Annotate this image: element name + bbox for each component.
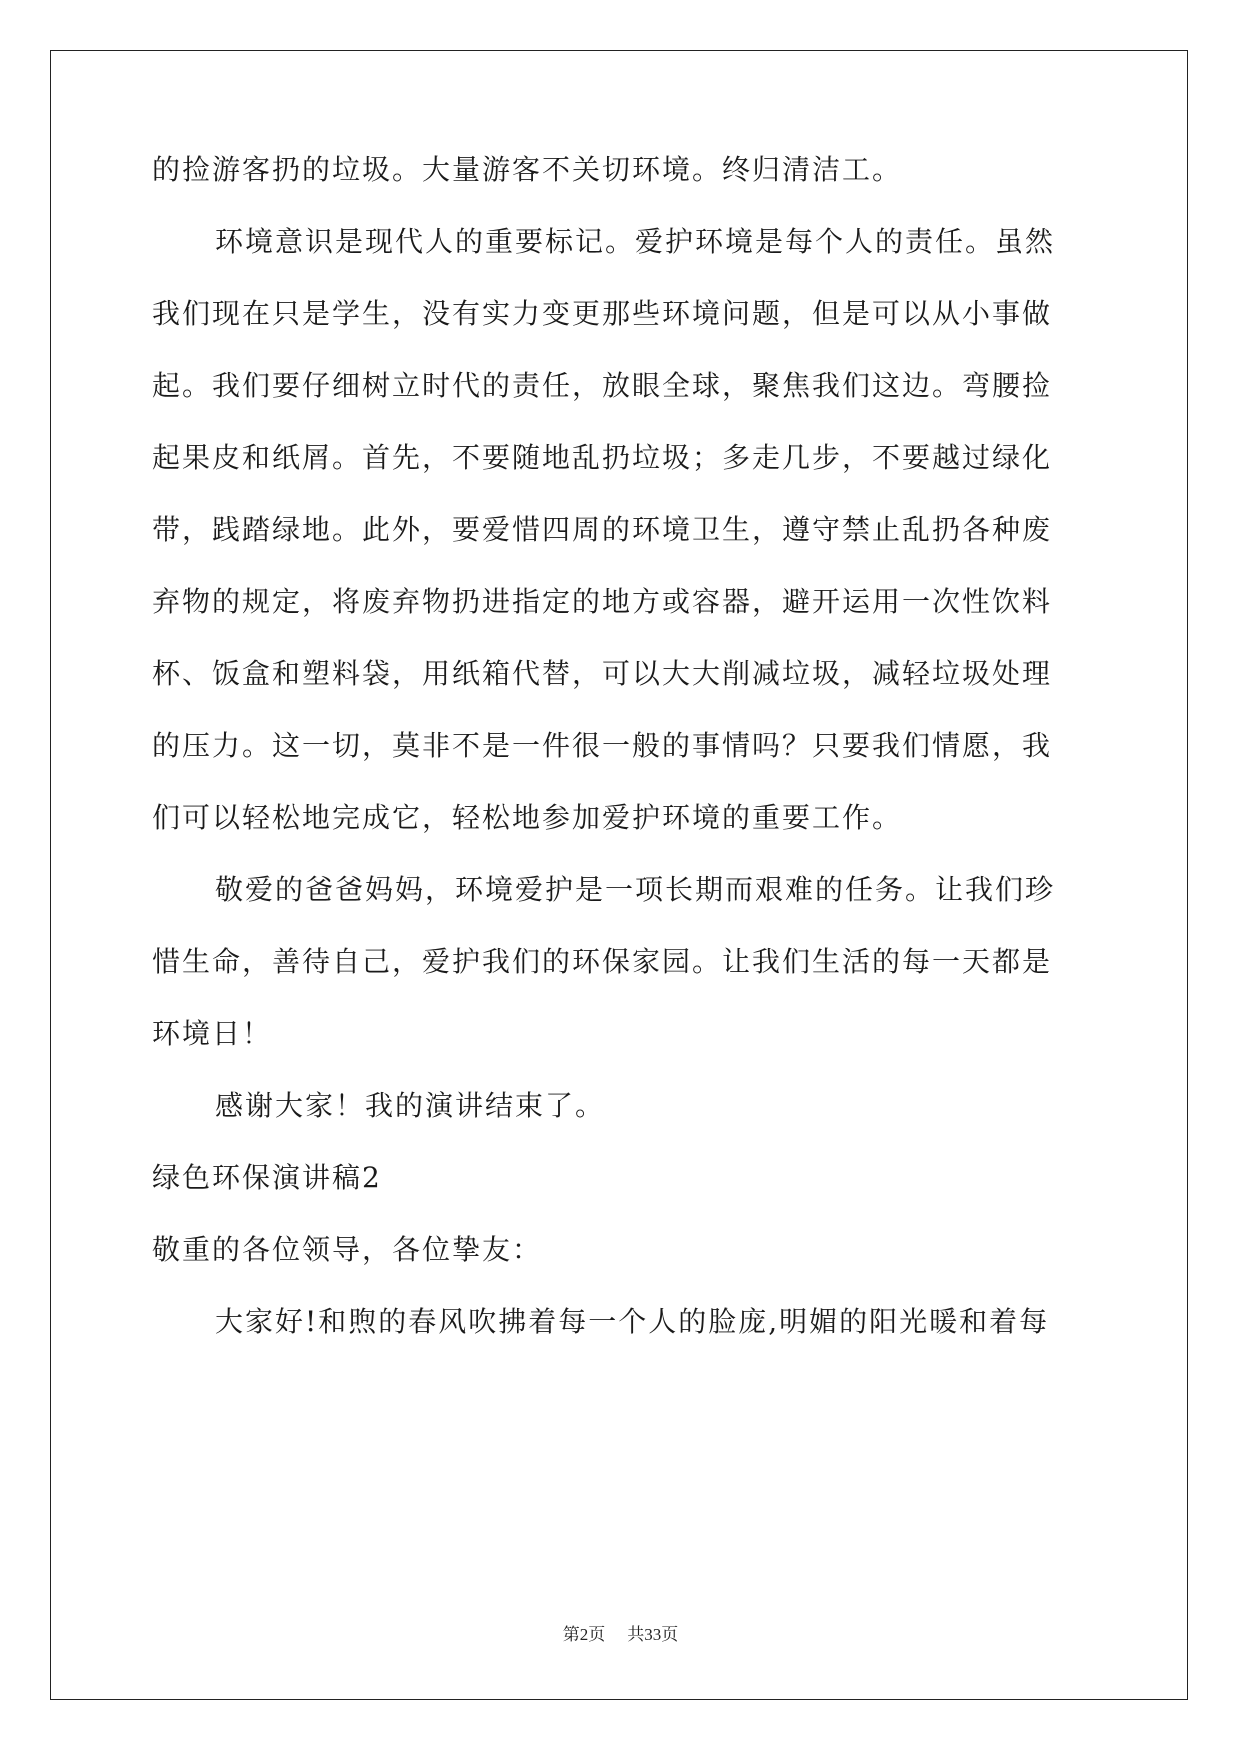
page-number: 第2页 [562, 1625, 606, 1644]
text-line: 环境意识是现代人的重要标记。爱护环境是每个人的责任。虽然 [215, 225, 1056, 258]
text-line: 的捡游客扔的垃圾。大量游客不关切环境。终归清洁工。 [152, 153, 903, 186]
text-line: 的压力。这一切，莫非不是一件很一般的事情吗？只要我们情愿，我 [152, 729, 1053, 762]
section-heading: 绿色环保演讲稿2 [152, 1161, 382, 1194]
text-line: 我们现在只是学生，没有实力变更那些环境问题，但是可以从小事做 [152, 297, 1053, 330]
text-line: 惜生命，善待自己，爱护我们的环保家园。让我们生活的每一天都是 [152, 945, 1053, 978]
text-line: 敬爱的爸爸妈妈，环境爱护是一项长期而艰难的任务。让我们珍 [215, 873, 1056, 906]
text-line: 环境日！ [152, 1017, 273, 1050]
text-line: 大家好!和煦的春风吹拂着每一个人的脸庞,明媚的阳光暖和着每 [215, 1305, 1050, 1338]
page-total: 共33页 [627, 1625, 679, 1644]
text-line: 起果皮和纸屑。首先，不要随地乱扔垃圾；多走几步，不要越过绿化 [152, 441, 1053, 474]
text-line: 带，践踏绿地。此外，要爱惜四周的环境卫生，遵守禁止乱扔各种废 [152, 513, 1053, 546]
text-line: 杯、饭盒和塑料袋，用纸箱代替，可以大大削减垃圾，减轻垃圾处理 [152, 657, 1053, 690]
text-line: 们可以轻松地完成它，轻松地参加爱护环境的重要工作。 [152, 801, 903, 834]
text-line: 起。我们要仔细树立时代的责任，放眼全球，聚焦我们这边。弯腰捡 [152, 369, 1053, 402]
text-line: 感谢大家！我的演讲结束了。 [215, 1089, 606, 1122]
text-line: 弃物的规定，将废弃物扔进指定的地方或容器，避开运用一次性饮料 [152, 585, 1053, 618]
salutation: 敬重的各位领导，各位挚友： [152, 1233, 543, 1266]
page-footer [0, 1623, 1241, 1647]
